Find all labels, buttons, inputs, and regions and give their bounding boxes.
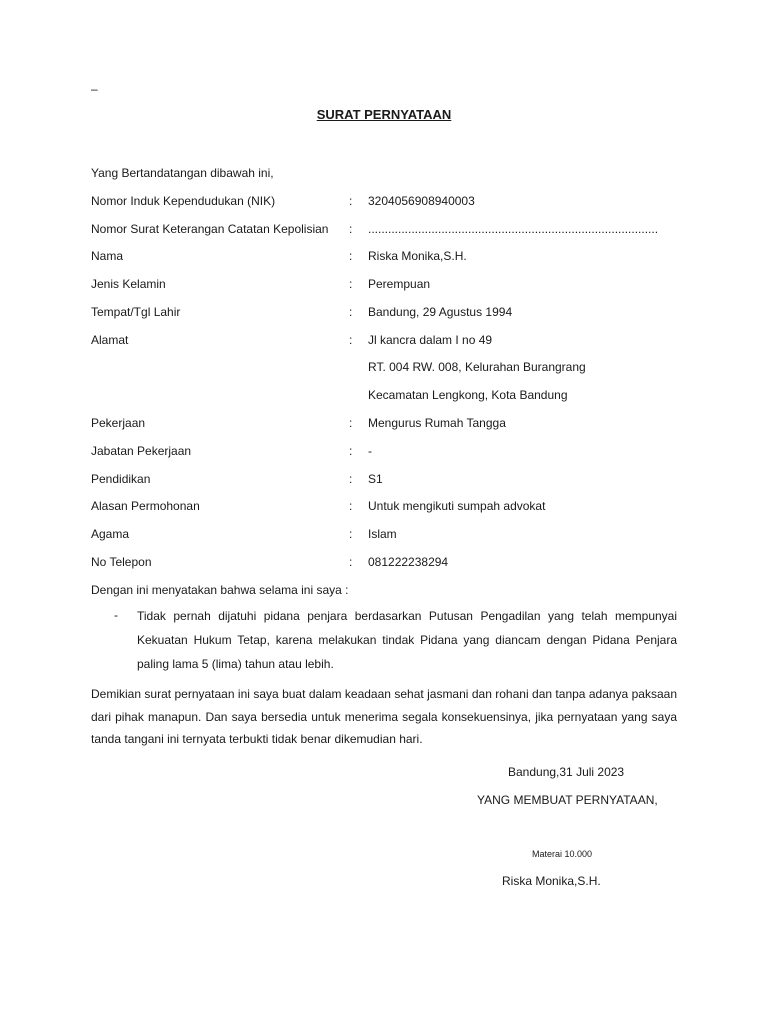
document-title: SURAT PERNYATAAN [316, 107, 452, 122]
field-value: S1 [368, 472, 383, 486]
field-label: Nomor Surat Keterangan Catatan Kepolisian [91, 222, 329, 236]
stamp-duty-label: Materai 10.000 [532, 849, 593, 859]
field-label: Alasan Permohonan [91, 499, 200, 513]
field-row-occupation [91, 416, 691, 434]
field-label: Tempat/Tgl Lahir [91, 305, 181, 319]
field-value: Kecamatan Lengkong, Kota Bandung [368, 388, 568, 402]
field-value: Perempuan [368, 277, 431, 291]
field-label: Jabatan Pekerjaan [91, 444, 192, 458]
field-colon: : [349, 333, 353, 347]
field-colon: : [349, 222, 353, 236]
field-row-address [91, 333, 691, 351]
field-value: Untuk mengikuti sumpah advokat [368, 499, 546, 513]
top-dash-mark: – [91, 82, 98, 96]
field-value: ....................................................................................... [368, 222, 659, 236]
field-colon: : [349, 416, 353, 430]
field-value: Jl kancra dalam I no 49 [368, 333, 493, 347]
field-value: Riska Monika,S.H. [368, 249, 467, 263]
field-value: Islam [368, 527, 397, 541]
field-row-education [91, 472, 691, 490]
field-row-address-line-3 [91, 388, 691, 406]
signer-name: Riska Monika,S.H. [502, 874, 601, 888]
field-colon: : [349, 444, 353, 458]
field-row-gender [91, 277, 691, 295]
field-label: Pendidikan [91, 472, 151, 486]
field-row-religion [91, 527, 691, 545]
field-colon: : [349, 472, 353, 486]
intro-text: Yang Bertandatangan dibawah ini, [91, 166, 274, 180]
field-row-birth [91, 305, 691, 323]
field-label: No Telepon [91, 555, 152, 569]
closing-paragraph: Demikian surat pernyataan ini saya buat dalam keadaan sehat jasmani dan rohani dan tanpa adanya paksaan dari pihak manapun. Dan saya bersedia untuk menerima segala konsekuensinya, jika pernyataan yang saya tanda tangani ini ternyata terbukti tidak benar dikemudian hari. [91, 687, 677, 746]
field-colon: : [349, 277, 353, 291]
field-colon: : [349, 305, 353, 319]
field-value: RT. 004 RW. 008, Kelurahan Burangrang [368, 360, 586, 374]
field-row-job-title [91, 444, 691, 462]
field-row-phone [91, 555, 691, 573]
field-row-name [91, 249, 691, 267]
field-label: Alamat [91, 333, 129, 347]
field-value: 3204056908940003 [368, 194, 475, 208]
field-colon: : [349, 249, 353, 263]
field-colon: : [349, 555, 353, 569]
signature-place-date: Bandung,31 Juli 2023 [508, 765, 625, 779]
field-row-address-line-2 [91, 360, 691, 378]
field-colon: : [349, 194, 353, 208]
field-colon: : [349, 527, 353, 541]
field-value: Mengurus Rumah Tangga [368, 416, 506, 430]
field-label: Agama [91, 527, 130, 541]
field-colon: : [349, 499, 353, 513]
bullet-paragraph: Tidak pernah dijatuhi pidana penjara berdasarkan Putusan Pengadilan yang telah mempunyai Kekuatan Hukum Tetap, karena melakukan tindak Pidana yang diancam dengan Pidana Penjara paling lama 5 (lima) tahun atau lebih. [137, 609, 677, 671]
signature-heading: YANG MEMBUAT PERNYATAAN, [477, 793, 658, 807]
field-label: Nama [91, 249, 124, 263]
field-value: Bandung, 29 Agustus 1994 [368, 305, 513, 319]
field-label: Jenis Kelamin [91, 277, 166, 291]
field-row-nik [91, 194, 691, 212]
field-label: Pekerjaan [91, 416, 146, 430]
field-value: - [368, 444, 372, 458]
field-row-skck-number [91, 222, 691, 240]
statement-intro: Dengan ini menyatakan bahwa selama ini saya : [91, 583, 349, 597]
field-label: Nomor Induk Kependudukan (NIK) [91, 194, 276, 208]
field-row-reason [91, 499, 691, 517]
bullet-dash: - [114, 608, 118, 622]
field-value: 081222238294 [368, 555, 449, 569]
